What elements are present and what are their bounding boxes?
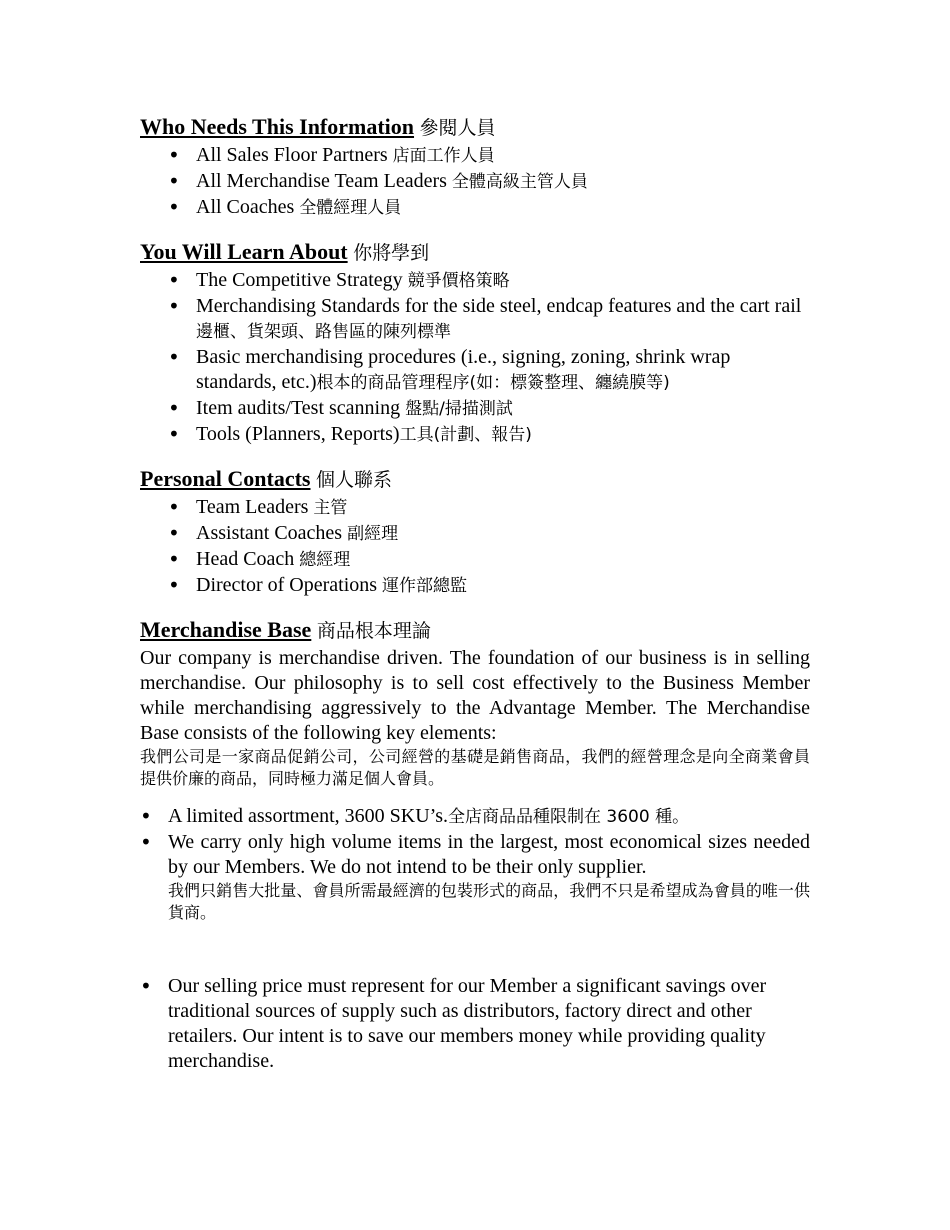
item-zh: 根本的商品管理程序(如：標簽整理、纏繞膜等) [316, 373, 670, 393]
heading-en: Merchandise Base [140, 617, 312, 642]
list-item [140, 143, 810, 169]
item-en: Head Coach [196, 548, 295, 570]
item-zh: 競爭價格策略 [407, 271, 510, 291]
list-item [140, 547, 810, 573]
item-en: The Competitive Strategy [196, 269, 403, 291]
heading-zh: 參閱人員 [419, 117, 496, 139]
item-en: Item audits/Test scanning [196, 397, 401, 419]
item-en: All Merchandise Team Leaders [196, 170, 447, 192]
list-item [140, 830, 810, 924]
list-item [140, 169, 810, 195]
merchandise-base-paragraph-zh: 我們公司是一家商品促銷公司，公司經營的基礎是銷售商品，我們的經營理念是向全商業會員提供价廉的商品，同時極力滿足個人會員。 [140, 747, 810, 788]
item-en: Tools (Planners, Reports) [196, 423, 400, 445]
item-en: A limited assortment, 3600 SKU’s. [168, 805, 448, 827]
item-zh: 總經理 [299, 550, 351, 570]
heading-en: You Will Learn About [140, 239, 348, 264]
item-en: Our selling price must represent for our Member a significant savings over traditional sources of supply such as distributors, factory direct and other retailers. Our intent is to save our members money while providing quality merchandise. [168, 975, 767, 1072]
item-zh: 運作部總監 [382, 576, 468, 596]
learn-about-list [140, 268, 810, 448]
list-item [140, 345, 810, 396]
list-item [140, 294, 810, 345]
item-zh: 副經理 [347, 524, 399, 544]
heading-en: Personal Contacts [140, 466, 311, 491]
list-item [140, 422, 810, 448]
merchandise-base-list [140, 804, 810, 1074]
heading-zh: 你將學到 [353, 242, 430, 264]
item-zh: 盤點/掃描測試 [405, 399, 513, 419]
item-en: Assistant Coaches [196, 522, 343, 544]
item-zh: 全體高級主管人員 [451, 172, 588, 192]
heading-zh: 個人聯系 [315, 469, 392, 491]
merchandise-base-paragraph: Our company is merchandise driven. The foundation of our business is in selling merchandise. Our philosophy is to sell cost effectively to the Business Member while merchandising aggressively to the Advantage Member. The Merchandise Base consists of the following key elements: [140, 647, 810, 744]
item-zh: 我們只銷售大批量、會員所需最經濟的包裝形式的商品，我們不只是希望成為會員的唯一供貨商。 [168, 881, 810, 922]
list-item [140, 521, 810, 547]
heading-en: Who Needs This Information [140, 114, 415, 139]
item-en: Merchandising Standards for the side steel, endcap features and the cart rail [196, 295, 802, 317]
item-zh: 主管 [313, 498, 348, 518]
item-zh: 邊櫃、貨架頭、路售區的陳列標準 [196, 322, 451, 342]
item-en: Director of Operations [196, 574, 378, 596]
list-item [140, 974, 810, 1074]
item-zh: 全店商品品種限制在 3600 種。 [448, 807, 690, 827]
section-heading-learn-about [140, 237, 810, 268]
list-item [140, 195, 810, 221]
list-item [140, 573, 810, 599]
item-zh: 工具(計劃、報告) [399, 425, 532, 445]
list-item [140, 804, 810, 830]
item-en: We carry only high volume items in the largest, most economical sizes needed by our Members. We do not intend to be their only supplier. [168, 831, 810, 878]
list-item [140, 268, 810, 294]
heading-zh: 商品根本理論 [316, 620, 431, 642]
who-needs-list [140, 143, 810, 221]
personal-contacts-list [140, 495, 810, 599]
list-item [140, 495, 810, 521]
section-heading-merchandise-base [140, 615, 810, 646]
item-zh: 全體經理人員 [299, 198, 402, 218]
section-heading-personal-contacts [140, 464, 810, 495]
section-heading-who-needs [140, 112, 810, 143]
item-en: All Coaches [196, 196, 295, 218]
item-zh: 店面工作人員 [392, 146, 495, 166]
document-content [140, 112, 810, 1074]
item-en: Team Leaders [196, 496, 309, 518]
item-en: Basic merchandising procedures (i.e., signing, zoning, shrink wrap standards, etc.) [196, 346, 731, 393]
list-item [140, 396, 810, 422]
item-en: All Sales Floor Partners [196, 144, 388, 166]
